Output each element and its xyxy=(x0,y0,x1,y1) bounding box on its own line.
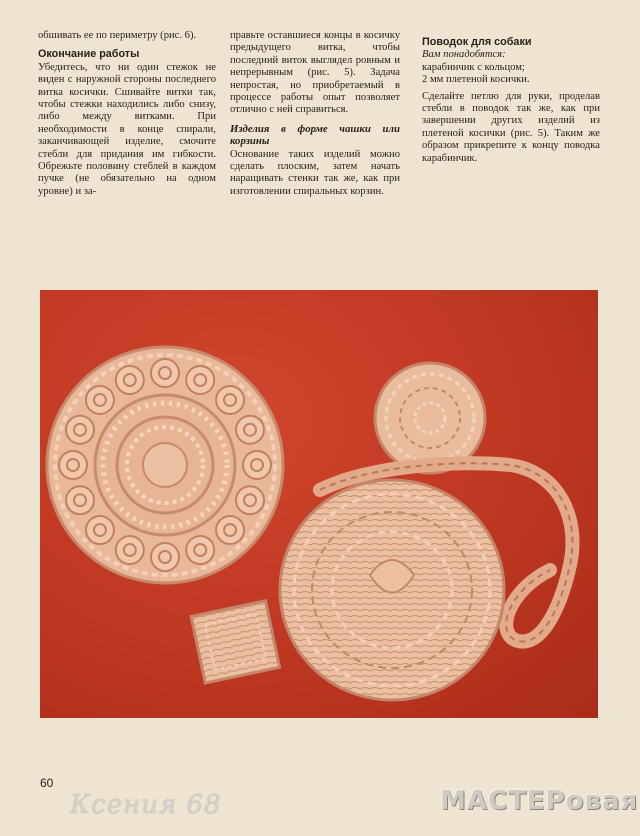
rosette xyxy=(86,386,114,414)
rosette xyxy=(236,416,264,444)
text-column-2 xyxy=(230,30,400,202)
signature-watermark: Ксения 68 xyxy=(70,790,222,820)
rosette xyxy=(186,536,214,564)
round-mat xyxy=(47,347,283,583)
rosette xyxy=(116,536,144,564)
requirements-label: Вам понадобятся: xyxy=(422,49,506,61)
paragraph-continuation: обшивать ее по периметру (рис. 6). xyxy=(38,30,197,41)
rosette xyxy=(216,386,244,414)
rosette xyxy=(151,543,179,571)
oval-pouch xyxy=(280,480,504,700)
square-coaster xyxy=(191,601,279,683)
rosette xyxy=(86,516,114,544)
product-photo xyxy=(40,290,598,718)
text-column-3 xyxy=(422,30,600,169)
page-number: 60 xyxy=(40,776,54,790)
section-heading-cups: Изделия в форме чашки или корзины xyxy=(230,122,400,148)
requirements-block xyxy=(422,49,600,86)
paragraph-finishing: Убедитесь, что ни один стежок не виден с наружной стороны последнего витка косички. Сшивайте витки так, чтобы стежки находились либо снизу, либо между витками. При необходимости в конце спирали, заканчивающей изделие, смочите стебли для придания им гибкости. Обрежьте половину стеблей в каждом пучке (не обязательно на одном уровне) и за- xyxy=(38,61,216,197)
paragraph-leash: Сделайте петлю для руки, проделав стебли в поводок так же, как при завершении других изделий из плетеной косички (рис. 5). Таким же образом прикрепите к концу поводка карабинчик. xyxy=(422,90,600,164)
text-column-1 xyxy=(38,30,216,202)
rosette xyxy=(216,516,244,544)
requirement-item: 2 мм плетеной косички. xyxy=(422,74,530,86)
section-heading-finishing: Окончание работы xyxy=(38,48,140,61)
rosette xyxy=(243,451,271,479)
rosette xyxy=(186,366,214,394)
rosette xyxy=(151,359,179,387)
site-watermark: МАСТЕРовая xyxy=(440,786,639,816)
rosette xyxy=(116,366,144,394)
rosette xyxy=(236,486,264,514)
rosette xyxy=(66,486,94,514)
section-heading-leash: Поводок для собаки xyxy=(422,36,532,48)
paragraph-cups: Основание таких изделий можно сделать плоским, затем начать наращивать стенки так же, как при изготовлении спиральных корзин. xyxy=(230,148,400,197)
rosette xyxy=(59,451,87,479)
woven-straw-illustration xyxy=(40,290,598,718)
requirement-item: карабинчик с кольцом; xyxy=(422,61,525,73)
paragraph-continuation-2: правьте оставшиеся концы в косичку предыдущего витка, чтобы последний виток выглядел ровным и непрерывным (рис. 5). Задача непростая, но приобретаемый в процессе работы опыт позволяет отлично с ней справиться. xyxy=(230,30,400,116)
rosette xyxy=(66,416,94,444)
